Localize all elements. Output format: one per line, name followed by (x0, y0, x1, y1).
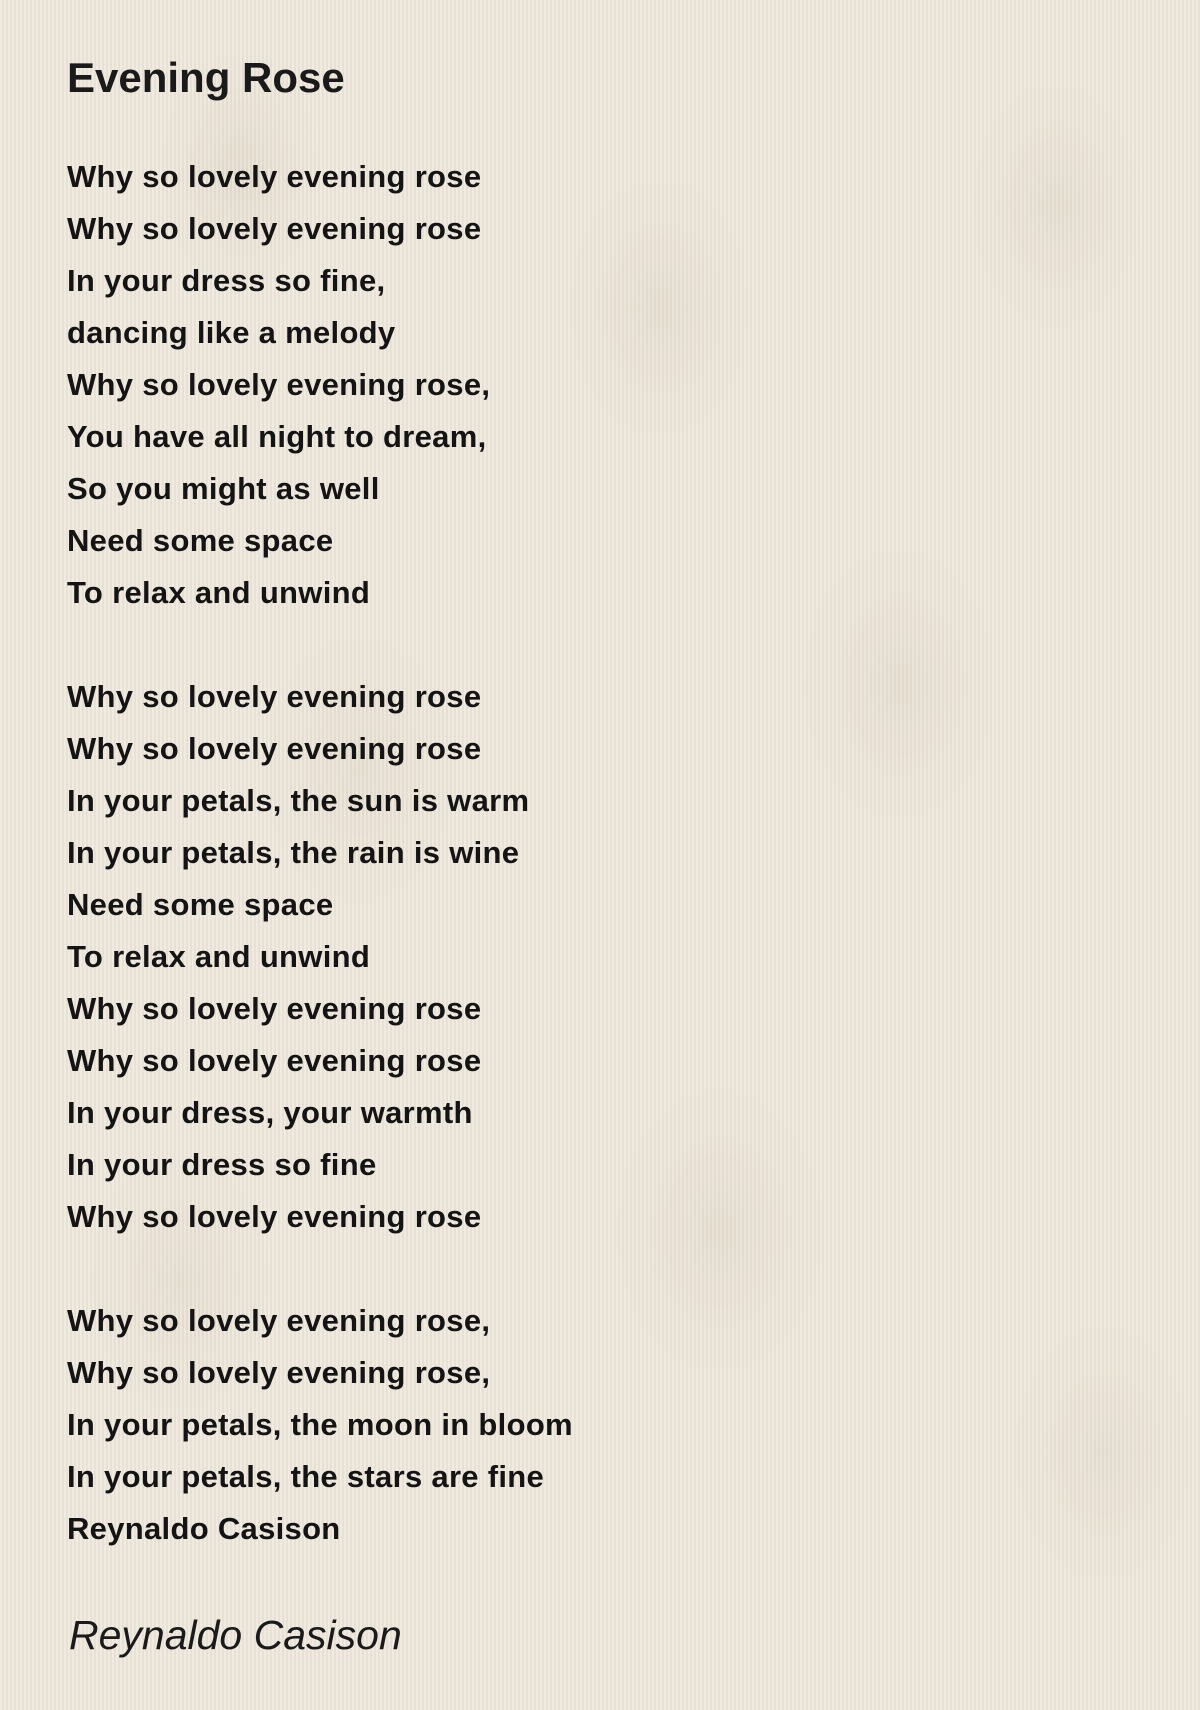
poem-line: dancing like a melody (67, 315, 396, 350)
poem-line: So you might as well (67, 471, 380, 506)
poem-line: In your dress so fine (67, 1147, 377, 1182)
poem-line: In your petals, the moon in bloom (67, 1407, 573, 1442)
poem-line: In your petals, the sun is warm (67, 783, 530, 818)
poem-line: Reynaldo Casison (67, 1511, 341, 1546)
poem-line: Why so lovely evening rose (67, 1043, 482, 1078)
stanza-break (67, 1243, 573, 1295)
poem-line: To relax and unwind (67, 575, 371, 610)
poem-line: Need some space (67, 523, 334, 558)
poem-line: Why so lovely evening rose (67, 159, 482, 194)
poem-line: Why so lovely evening rose (67, 211, 482, 246)
poem-line: Why so lovely evening rose (67, 731, 482, 766)
poem-line: To relax and unwind (67, 939, 371, 974)
poem-line: In your petals, the stars are fine (67, 1459, 545, 1494)
poem-line: Why so lovely evening rose (67, 991, 482, 1026)
poem-line: Need some space (67, 887, 334, 922)
poem-line: You have all night to dream, (67, 419, 487, 454)
poem-title: Evening Rose (67, 54, 345, 101)
poem-page (67, 0, 1127, 1710)
poem-line: In your dress, your warmth (67, 1095, 473, 1130)
poem-line: Why so lovely evening rose, (67, 367, 491, 402)
stanza-break (67, 619, 573, 671)
author-signature: Reynaldo Casison (69, 1612, 402, 1658)
poem-line: Why so lovely evening rose, (67, 1355, 491, 1390)
poem-body (67, 151, 573, 1555)
poem-line: Why so lovely evening rose, (67, 1303, 491, 1338)
poem-line: In your petals, the rain is wine (67, 835, 520, 870)
poem-line: Why so lovely evening rose (67, 679, 482, 714)
poem-line: In your dress so fine, (67, 263, 386, 298)
poem-line: Why so lovely evening rose (67, 1199, 482, 1234)
